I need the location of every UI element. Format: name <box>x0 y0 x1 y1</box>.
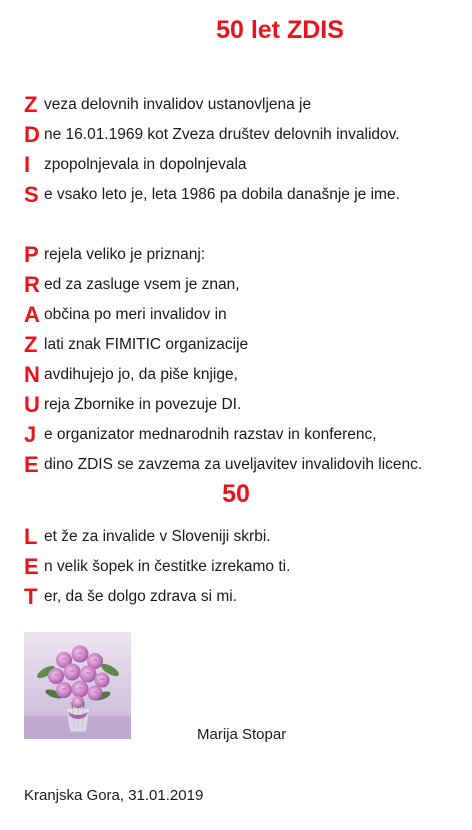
acrostic-line <box>24 552 290 582</box>
acrostic-initial: A <box>24 302 40 327</box>
acrostic-let <box>24 522 290 612</box>
acrostic-line <box>24 90 400 120</box>
acrostic-initial: L <box>24 524 38 549</box>
page-title: 50 let ZDIS <box>216 16 344 44</box>
acrostic-initial: J <box>24 422 37 447</box>
acrostic-initial: E <box>24 554 39 579</box>
acrostic-initial: Z <box>24 332 38 357</box>
acrostic-text: dino ZDIS se zavzema za uveljavitev invalidovih licenc. <box>44 456 423 473</box>
acrostic-line <box>24 390 422 420</box>
place-date: Kranjska Gora, 31.01.2019 <box>24 787 204 804</box>
acrostic-text: rejela veliko je priznanj: <box>44 246 206 263</box>
acrostic-text: er, da še dolgo zdrava si mi. <box>44 588 237 605</box>
acrostic-line <box>24 150 400 180</box>
acrostic-initial: R <box>24 272 40 297</box>
acrostic-line <box>24 420 422 450</box>
acrostic-line <box>24 330 422 360</box>
acrostic-text: lati znak FIMITIC organizacije <box>44 336 249 353</box>
acrostic-initial: S <box>24 182 39 207</box>
acrostic-initial: T <box>24 584 38 609</box>
fifty-heading: 50 <box>222 480 250 508</box>
acrostic-line <box>24 240 422 270</box>
acrostic-text: ed za zasluge vsem je znan, <box>44 276 240 293</box>
signature: Marija Stopar <box>197 726 287 743</box>
acrostic-line <box>24 300 422 330</box>
acrostic-line <box>24 270 422 300</box>
acrostic-line <box>24 582 290 612</box>
acrostic-text: e vsako leto je, leta 1986 pa dobila današnje je ime. <box>44 186 400 203</box>
acrostic-text: ne 16.01.1969 kot Zveza društev delovnih invalidov. <box>44 126 400 143</box>
acrostic-text: zpopolnjevala in dopolnjevala <box>44 156 247 173</box>
acrostic-initial: I <box>24 152 31 177</box>
acrostic-line <box>24 522 290 552</box>
acrostic-text: veza delovnih invalidov ustanovljena je <box>44 96 312 113</box>
flower-bouquet-image <box>24 632 131 739</box>
acrostic-line <box>24 360 422 390</box>
acrostic-text: avdihujejo jo, da piše knjige, <box>44 366 238 383</box>
acrostic-line <box>24 180 400 210</box>
acrostic-initial: U <box>24 392 40 417</box>
acrostic-line <box>24 120 400 150</box>
acrostic-initial: Z <box>24 92 38 117</box>
acrostic-text: reja Zbornike in povezuje DI. <box>44 396 242 413</box>
acrostic-praznuje <box>24 240 422 480</box>
acrostic-zdis <box>24 90 400 210</box>
acrostic-initial: E <box>24 452 39 477</box>
acrostic-text: e organizator mednarodnih razstav in konferenc, <box>44 426 377 443</box>
acrostic-line <box>24 450 422 480</box>
acrostic-text: n velik šopek in čestitke izrekamo ti. <box>44 558 291 575</box>
acrostic-text: et že za invalide v Sloveniji skrbi. <box>44 528 271 545</box>
acrostic-initial: D <box>24 122 40 147</box>
acrostic-text: občina po meri invalidov in <box>44 306 227 323</box>
acrostic-initial: N <box>24 362 40 387</box>
acrostic-initial: P <box>24 242 39 267</box>
